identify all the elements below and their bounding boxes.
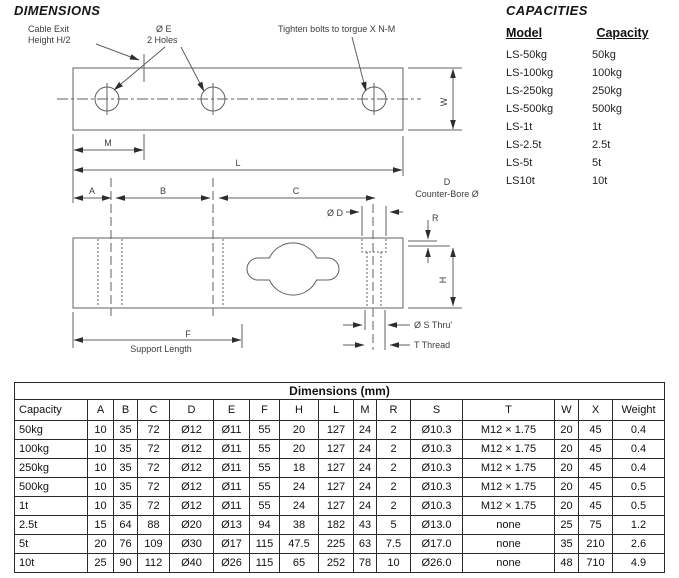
value-cell: Ø17.0 bbox=[411, 535, 463, 554]
torque-note-label: Tighten bolts to torgue X N-M bbox=[278, 24, 396, 34]
top-view bbox=[57, 37, 462, 203]
model-value: LS-100kg bbox=[506, 67, 554, 79]
value-cell: 63 bbox=[354, 535, 377, 554]
value-cell: 127 bbox=[319, 478, 354, 497]
value-cell: 2 bbox=[377, 459, 411, 478]
value-cell: 0.4 bbox=[613, 421, 665, 440]
capacity-cell: 2.5t bbox=[15, 516, 88, 535]
value-cell: 115 bbox=[250, 535, 280, 554]
value-cell: 20 bbox=[88, 535, 114, 554]
value-cell: 4.9 bbox=[613, 554, 665, 573]
value-cell: 0.5 bbox=[613, 478, 665, 497]
dim-f-label: F bbox=[185, 329, 191, 339]
capacity-row bbox=[506, 118, 676, 136]
s-thru-label: Ø S Thru' bbox=[414, 320, 453, 330]
cable-exit-label-line1: Cable Exit bbox=[28, 24, 70, 34]
value-cell: 127 bbox=[319, 497, 354, 516]
dim-w-label: W bbox=[439, 97, 449, 107]
value-cell: 112 bbox=[138, 554, 170, 573]
value-cell: 35 bbox=[555, 535, 579, 554]
value-cell: Ø10.3 bbox=[411, 459, 463, 478]
value-cell: 25 bbox=[555, 516, 579, 535]
column-header-c: C bbox=[138, 400, 170, 421]
spec-table bbox=[14, 382, 665, 573]
value-cell: Ø13 bbox=[214, 516, 250, 535]
value-cell: 35 bbox=[114, 421, 138, 440]
value-cell: 225 bbox=[319, 535, 354, 554]
value-cell: 10 bbox=[88, 478, 114, 497]
column-header-h: H bbox=[280, 400, 319, 421]
value-cell: 72 bbox=[138, 497, 170, 516]
capacity-row bbox=[506, 136, 676, 154]
capacity-value: 500kg bbox=[592, 103, 622, 115]
value-cell: Ø11 bbox=[214, 421, 250, 440]
capacity-value: 250kg bbox=[592, 85, 622, 97]
model-value: LS-50kg bbox=[506, 49, 547, 61]
dim-w bbox=[408, 68, 462, 130]
side-view bbox=[73, 136, 462, 350]
value-cell: 35 bbox=[114, 459, 138, 478]
capacity-row bbox=[506, 64, 676, 82]
value-cell: 55 bbox=[250, 459, 280, 478]
column-header-e: E bbox=[214, 400, 250, 421]
value-cell: 0.5 bbox=[613, 497, 665, 516]
value-cell: 43 bbox=[354, 516, 377, 535]
capacity-cell: 500kg bbox=[15, 478, 88, 497]
value-cell: 48 bbox=[555, 554, 579, 573]
value-cell: none bbox=[463, 535, 555, 554]
column-header-d: D bbox=[170, 400, 214, 421]
column-header-l: L bbox=[319, 400, 354, 421]
capacity-value: 100kg bbox=[592, 67, 622, 79]
value-cell: 10 bbox=[377, 554, 411, 573]
value-cell: 38 bbox=[280, 516, 319, 535]
column-header-capacity: Capacity bbox=[15, 400, 88, 421]
capacity-row bbox=[506, 100, 676, 118]
dim-b-label: B bbox=[159, 186, 167, 196]
dim-h-label: H bbox=[438, 276, 448, 284]
model-value: LS-1t bbox=[506, 121, 533, 133]
value-cell: Ø10.3 bbox=[411, 421, 463, 440]
model-column-header: Model bbox=[506, 26, 543, 40]
spec-table-title: Dimensions (mm) bbox=[15, 383, 665, 400]
support-length-label: Support Length bbox=[130, 344, 192, 354]
value-cell: 10 bbox=[88, 497, 114, 516]
dim-od-label: Ø D bbox=[326, 208, 343, 218]
column-header-x: X bbox=[579, 400, 613, 421]
value-cell: none bbox=[463, 516, 555, 535]
value-cell: Ø11 bbox=[214, 497, 250, 516]
capacities-section bbox=[506, 3, 676, 190]
column-header-s: S bbox=[411, 400, 463, 421]
value-cell: 47.5 bbox=[280, 535, 319, 554]
dim-c-label: C bbox=[292, 186, 300, 196]
value-cell: Ø12 bbox=[170, 421, 214, 440]
value-cell: M12 × 1.75 bbox=[463, 459, 555, 478]
value-cell: 72 bbox=[138, 478, 170, 497]
value-cell: 90 bbox=[114, 554, 138, 573]
value-cell: 20 bbox=[555, 459, 579, 478]
value-cell: 64 bbox=[114, 516, 138, 535]
value-cell: Ø11 bbox=[214, 440, 250, 459]
dimensions-section-title: DIMENSIONS bbox=[14, 3, 101, 18]
value-cell: 35 bbox=[114, 497, 138, 516]
capacity-row bbox=[506, 82, 676, 100]
value-cell: 24 bbox=[354, 497, 377, 516]
hidden-lines bbox=[98, 239, 386, 307]
value-cell: 35 bbox=[114, 478, 138, 497]
value-cell: 7.5 bbox=[377, 535, 411, 554]
spec-table-row bbox=[15, 478, 665, 497]
dim-r bbox=[408, 220, 450, 263]
hole-count-label: 2 Holes bbox=[147, 35, 178, 45]
capacity-cell: 10t bbox=[15, 554, 88, 573]
value-cell: M12 × 1.75 bbox=[463, 440, 555, 459]
value-cell: 10 bbox=[88, 459, 114, 478]
value-cell: 88 bbox=[138, 516, 170, 535]
capacity-row bbox=[506, 46, 676, 64]
value-cell: Ø20 bbox=[170, 516, 214, 535]
value-cell: M12 × 1.75 bbox=[463, 497, 555, 516]
dim-l bbox=[74, 136, 403, 176]
value-cell: 24 bbox=[354, 478, 377, 497]
dim-a-label: A bbox=[88, 186, 96, 196]
capacity-cell: 5t bbox=[15, 535, 88, 554]
dim-m-label: M bbox=[104, 138, 112, 148]
spec-table-header-row bbox=[15, 400, 665, 421]
value-cell: 24 bbox=[354, 440, 377, 459]
value-cell: 127 bbox=[319, 440, 354, 459]
value-cell: 20 bbox=[555, 497, 579, 516]
value-cell: Ø30 bbox=[170, 535, 214, 554]
capacity-value: 2.5t bbox=[592, 139, 611, 151]
value-cell: 0.4 bbox=[613, 440, 665, 459]
column-header-b: B bbox=[114, 400, 138, 421]
value-cell: 2 bbox=[377, 497, 411, 516]
hole-dia-leader-2 bbox=[181, 47, 204, 91]
capacity-row bbox=[506, 154, 676, 172]
value-cell: Ø12 bbox=[170, 440, 214, 459]
t-thread-label: T Thread bbox=[414, 340, 451, 350]
capacity-column-header: Capacity bbox=[596, 26, 649, 40]
value-cell: Ø10.3 bbox=[411, 497, 463, 516]
capacity-row bbox=[506, 172, 676, 190]
value-cell: 94 bbox=[250, 516, 280, 535]
value-cell: 72 bbox=[138, 459, 170, 478]
model-value: LS10t bbox=[506, 175, 535, 187]
value-cell: 710 bbox=[579, 554, 613, 573]
spec-table-row bbox=[15, 554, 665, 573]
value-cell: 2 bbox=[377, 421, 411, 440]
value-cell: Ø12 bbox=[170, 497, 214, 516]
value-cell: Ø26 bbox=[214, 554, 250, 573]
spec-table-row bbox=[15, 535, 665, 554]
value-cell: 55 bbox=[250, 497, 280, 516]
capacity-value: 5t bbox=[592, 157, 602, 169]
value-cell: 20 bbox=[280, 440, 319, 459]
model-value: LS-500kg bbox=[506, 103, 554, 115]
value-cell: 10 bbox=[88, 421, 114, 440]
model-value: LS-5t bbox=[506, 157, 533, 169]
value-cell: 75 bbox=[579, 516, 613, 535]
cable-exit-label-line2: Height H/2 bbox=[28, 35, 71, 45]
dim-r-label: R bbox=[432, 213, 439, 223]
value-cell: Ø26.0 bbox=[411, 554, 463, 573]
value-cell: 45 bbox=[579, 497, 613, 516]
capacity-cell: 1t bbox=[15, 497, 88, 516]
capacities-header-row bbox=[506, 25, 676, 42]
value-cell: M12 × 1.75 bbox=[463, 421, 555, 440]
value-cell: Ø13.0 bbox=[411, 516, 463, 535]
column-header-r: R bbox=[377, 400, 411, 421]
value-cell: Ø11 bbox=[214, 459, 250, 478]
model-value: LS-2.5t bbox=[506, 139, 542, 151]
value-cell: none bbox=[463, 554, 555, 573]
value-cell: 24 bbox=[280, 478, 319, 497]
flexure-cutout bbox=[247, 243, 339, 295]
torque-leader bbox=[352, 37, 366, 91]
dim-od bbox=[346, 206, 403, 236]
capacity-value: 10t bbox=[592, 175, 608, 187]
value-cell: Ø11 bbox=[214, 478, 250, 497]
spec-table-row bbox=[15, 421, 665, 440]
cable-exit-leader bbox=[96, 44, 139, 60]
value-cell: 20 bbox=[555, 421, 579, 440]
value-cell: 45 bbox=[579, 421, 613, 440]
value-cell: 1.2 bbox=[613, 516, 665, 535]
value-cell: 20 bbox=[555, 440, 579, 459]
value-cell: Ø17 bbox=[214, 535, 250, 554]
value-cell: Ø12 bbox=[170, 459, 214, 478]
capacity-cell: 50kg bbox=[15, 421, 88, 440]
dim-s-thru bbox=[343, 310, 410, 350]
column-header-f: F bbox=[250, 400, 280, 421]
value-cell: Ø10.3 bbox=[411, 478, 463, 497]
value-cell: 55 bbox=[250, 421, 280, 440]
value-cell: 18 bbox=[280, 459, 319, 478]
hole-dia-label: Ø E bbox=[156, 24, 172, 34]
value-cell: 65 bbox=[280, 554, 319, 573]
value-cell: 127 bbox=[319, 459, 354, 478]
value-cell: Ø40 bbox=[170, 554, 214, 573]
value-cell: Ø10.3 bbox=[411, 440, 463, 459]
value-cell: 24 bbox=[354, 459, 377, 478]
capacity-cell: 100kg bbox=[15, 440, 88, 459]
dim-f bbox=[73, 312, 242, 348]
spec-table-title-row bbox=[15, 383, 665, 400]
model-value: LS-250kg bbox=[506, 85, 554, 97]
dim-l-label: L bbox=[235, 158, 241, 168]
value-cell: 78 bbox=[354, 554, 377, 573]
capacities-section-title: CAPACITIES bbox=[506, 3, 588, 18]
value-cell: 45 bbox=[579, 478, 613, 497]
value-cell: 20 bbox=[280, 421, 319, 440]
column-header-weight: Weight bbox=[613, 400, 665, 421]
value-cell: 2 bbox=[377, 478, 411, 497]
value-cell: 15 bbox=[88, 516, 114, 535]
counterbore-label-line1: D bbox=[443, 177, 451, 187]
value-cell: 24 bbox=[354, 421, 377, 440]
column-header-t: T bbox=[463, 400, 555, 421]
value-cell: Ø12 bbox=[170, 478, 214, 497]
capacity-value: 50kg bbox=[592, 49, 616, 61]
value-cell: 45 bbox=[579, 459, 613, 478]
column-header-w: W bbox=[555, 400, 579, 421]
value-cell: 25 bbox=[88, 554, 114, 573]
spec-table-row bbox=[15, 516, 665, 535]
spec-table-row bbox=[15, 459, 665, 478]
value-cell: 0.4 bbox=[613, 459, 665, 478]
value-cell: 5 bbox=[377, 516, 411, 535]
value-cell: 109 bbox=[138, 535, 170, 554]
value-cell: 35 bbox=[114, 440, 138, 459]
column-header-a: A bbox=[88, 400, 114, 421]
value-cell: 127 bbox=[319, 421, 354, 440]
value-cell: 72 bbox=[138, 440, 170, 459]
value-cell: 2.6 bbox=[613, 535, 665, 554]
value-cell: 115 bbox=[250, 554, 280, 573]
value-cell: 45 bbox=[579, 440, 613, 459]
value-cell: 252 bbox=[319, 554, 354, 573]
value-cell: 182 bbox=[319, 516, 354, 535]
counterbore-label-line2: Counter-Bore Ø bbox=[415, 189, 479, 199]
spec-table-row bbox=[15, 440, 665, 459]
value-cell: 24 bbox=[280, 497, 319, 516]
counter-bore-outline bbox=[362, 239, 386, 252]
value-cell: 55 bbox=[250, 440, 280, 459]
dim-h bbox=[408, 248, 462, 308]
value-cell: 10 bbox=[88, 440, 114, 459]
value-cell: 210 bbox=[579, 535, 613, 554]
value-cell: 20 bbox=[555, 478, 579, 497]
spec-table-row bbox=[15, 497, 665, 516]
capacity-cell: 250kg bbox=[15, 459, 88, 478]
column-header-m: M bbox=[354, 400, 377, 421]
value-cell: 2 bbox=[377, 440, 411, 459]
value-cell: 76 bbox=[114, 535, 138, 554]
value-cell: 72 bbox=[138, 421, 170, 440]
value-cell: M12 × 1.75 bbox=[463, 478, 555, 497]
capacities-rows bbox=[506, 46, 676, 190]
value-cell: 55 bbox=[250, 478, 280, 497]
load-cell-technical-drawing bbox=[0, 0, 500, 362]
capacity-value: 1t bbox=[592, 121, 602, 133]
